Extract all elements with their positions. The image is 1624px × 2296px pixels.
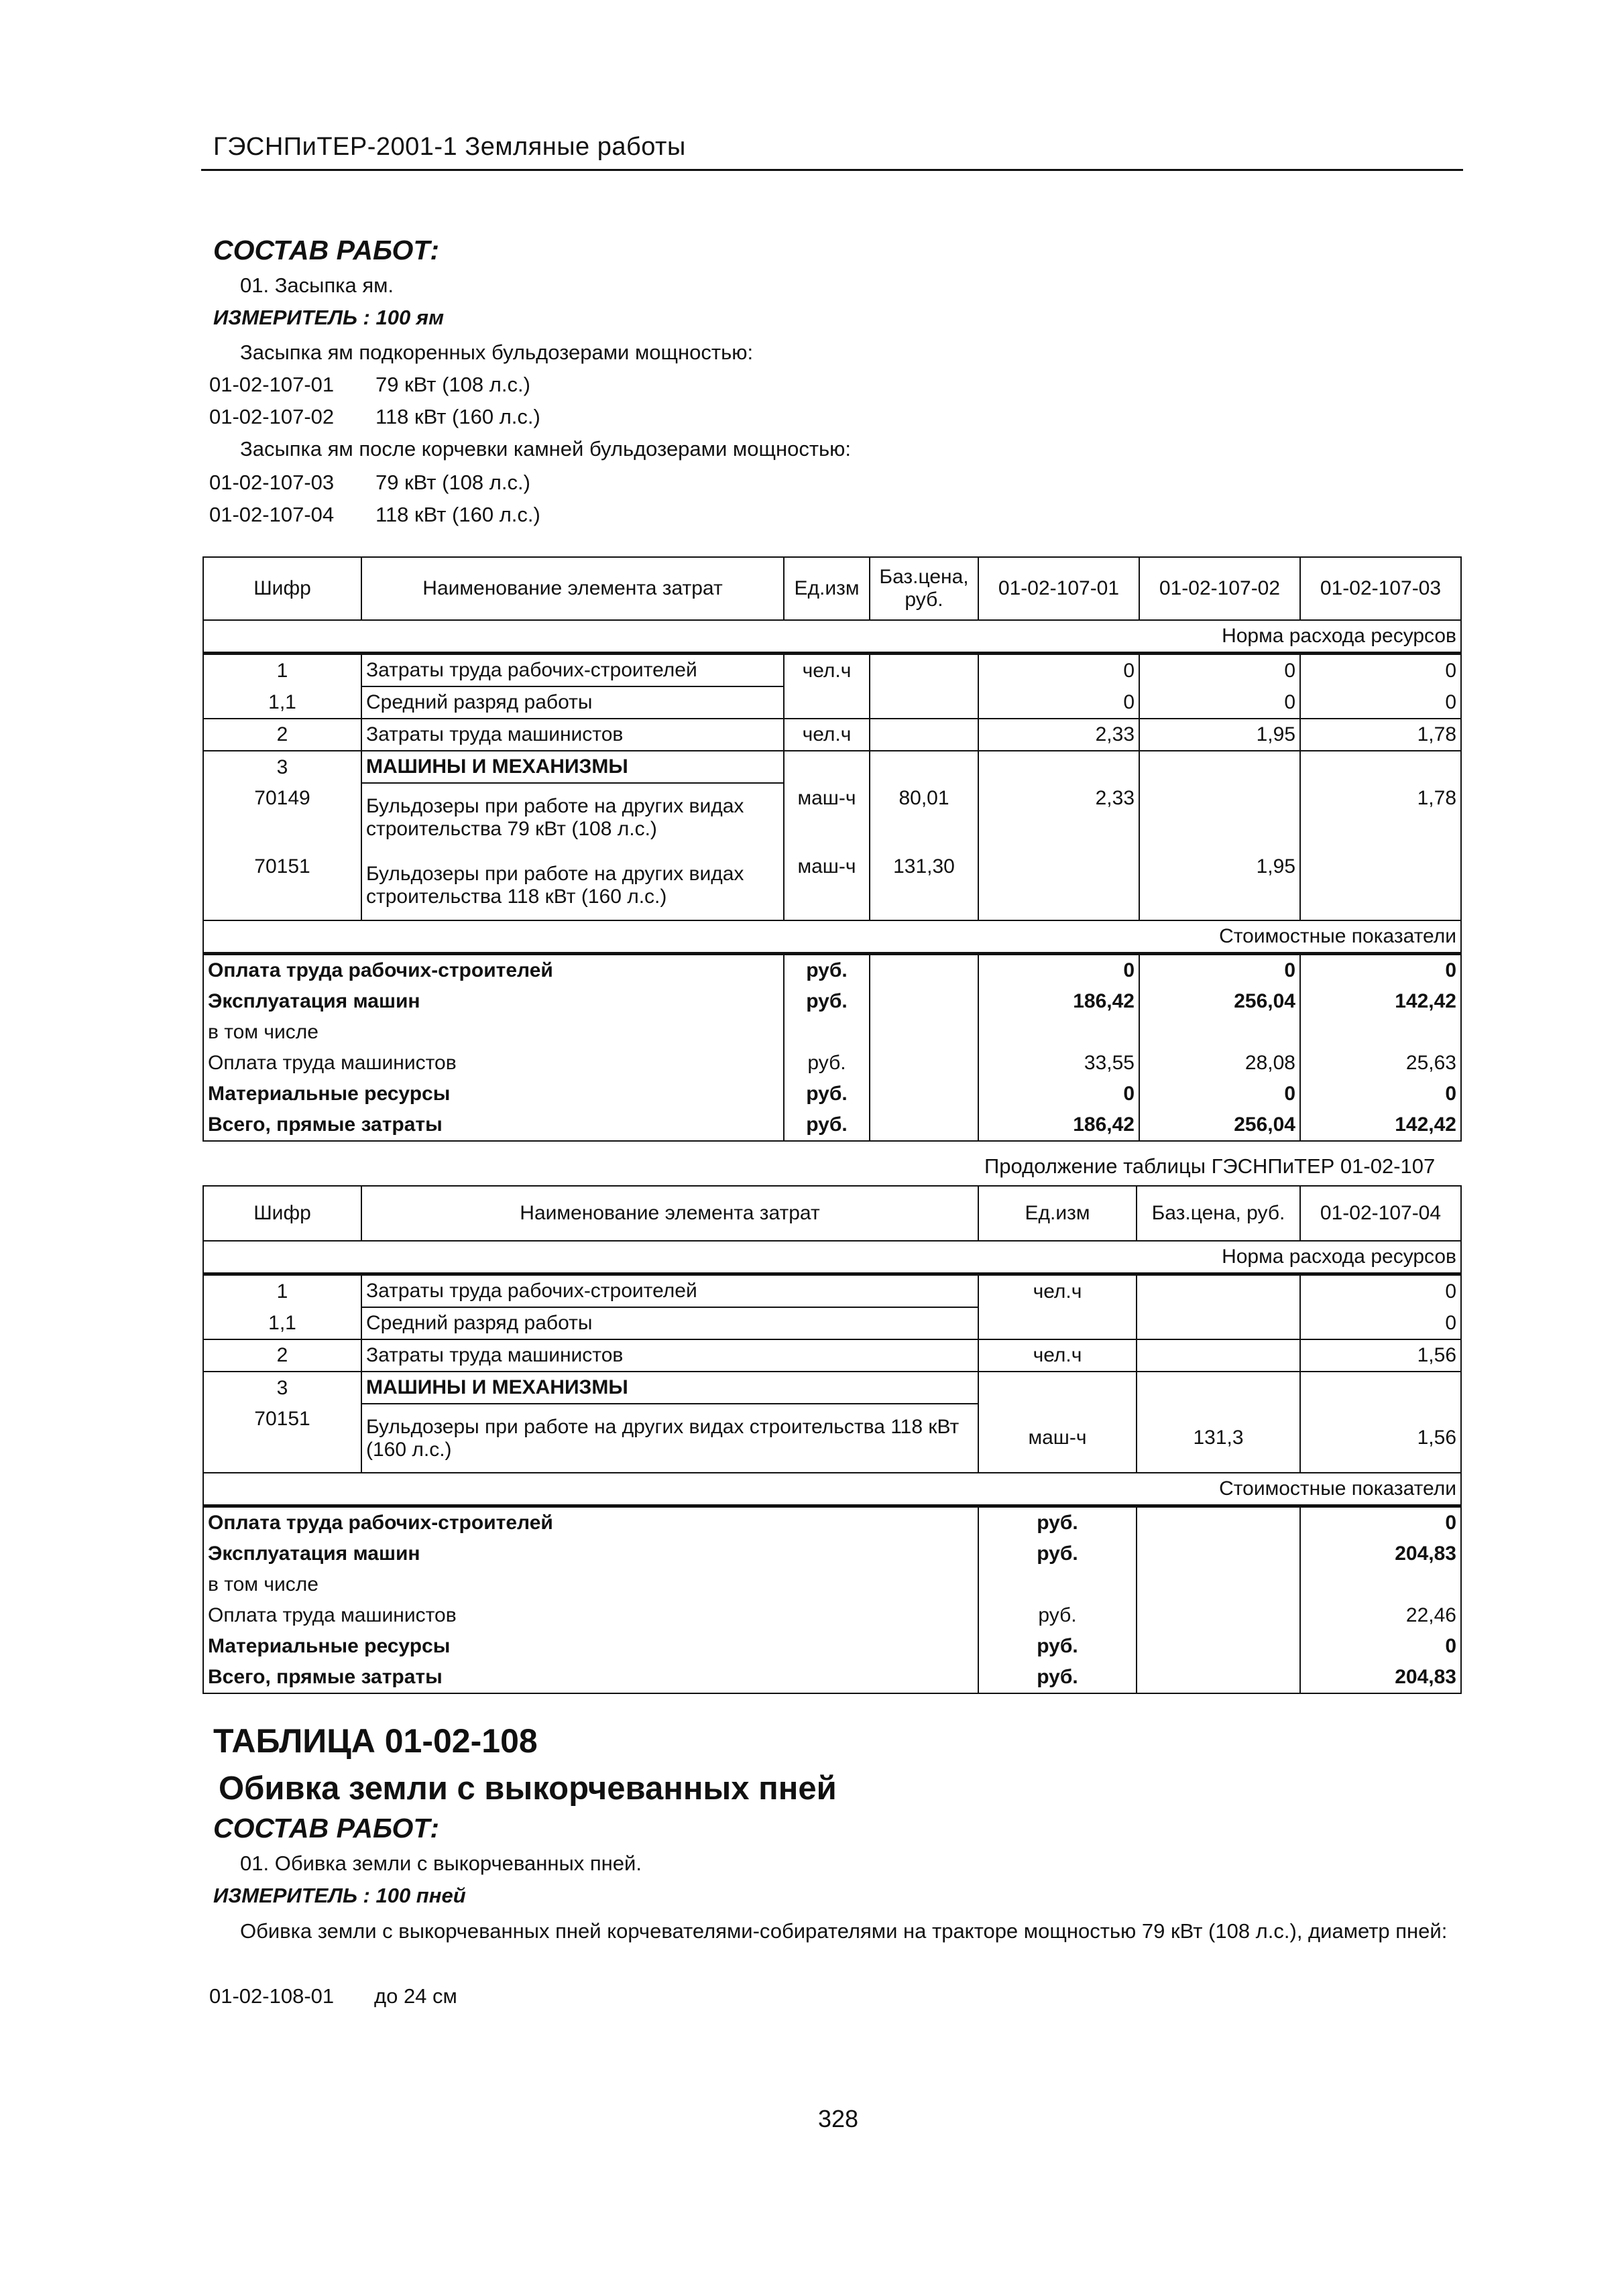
row-price: 131,30 [870,851,978,920]
cost-name: Эксплуатация машин [203,1538,978,1569]
row-code: 2 [203,719,361,751]
cost-row [203,1079,1461,1109]
row-price [1137,1339,1300,1372]
cost-value: 28,08 [1139,1048,1300,1079]
table-row [203,654,1461,687]
row-unit: чел.ч [784,719,870,751]
cost-name: Всего, прямые затраты [203,1109,784,1141]
row-value: 0 [978,686,1139,719]
cost-price-empty [1137,1538,1300,1569]
row-name: Затраты труда рабочих-строителей [361,654,784,687]
row-value [1300,1372,1461,1404]
cost-section-label: Стоимостные показатели [203,1473,1461,1506]
code-desc: 79 кВт (108 л.с.) [375,373,530,396]
cost-row [203,1506,1461,1539]
cost-unit: руб. [978,1600,1137,1631]
cost-price-empty [1137,1506,1300,1539]
table-title: ТАБЛИЦА 01-02-108 [213,1722,538,1760]
row-value: 1,95 [1139,719,1300,751]
resource-table-2 [202,1185,1462,1694]
row-value [978,751,1139,783]
cost-value: 204,83 [1300,1538,1461,1569]
row-value [1139,751,1300,783]
row-value: 0 [978,654,1139,687]
row-value: 1,95 [1139,851,1300,920]
row-code: 70151 [203,1404,361,1473]
row-name: Затраты труда машинистов [361,719,784,751]
col-header-code: Шифр [203,557,361,620]
cost-value: 25,63 [1300,1048,1461,1079]
intro-text: Засыпка ям после корчевки камней бульдозерами мощностью: [240,437,852,461]
cost-name: Эксплуатация машин [203,986,784,1017]
row-name: Средний разряд работы [361,1307,978,1339]
cost-unit [784,1017,870,1048]
cost-row [203,1631,1461,1662]
row-name: МАШИНЫ И МЕХАНИЗМЫ [361,1372,978,1404]
row-value: 0 [1300,1307,1461,1339]
row-name: Бульдозеры при работе на других видах строительства 118 кВт (160 л.с.) [361,1404,978,1473]
cost-value [1139,1017,1300,1048]
col-header-code-3: 01-02-107-03 [1300,557,1461,620]
table-header-row [203,557,1461,620]
table-row [203,783,1461,851]
cost-value: 186,42 [978,986,1139,1017]
row-price [1137,1372,1300,1404]
row-name: Бульдозеры при работе на других видах строительства 79 кВт (108 л.с.) [361,783,784,851]
cost-section-label: Стоимостные показатели [203,920,1461,954]
row-code: 1 [203,654,361,687]
code-desc: 79 кВт (108 л.с.) [375,471,530,494]
cost-name: в том числе [203,1569,978,1600]
table-row [203,1307,1461,1339]
row-name: МАШИНЫ И МЕХАНИЗМЫ [361,751,784,783]
cost-value: 0 [1300,1079,1461,1109]
cost-value: 0 [978,954,1139,987]
table-row [203,1274,1461,1308]
cost-unit: руб. [978,1631,1137,1662]
col-header-code-1: 01-02-107-01 [978,557,1139,620]
cost-value [1300,1017,1461,1048]
row-code: 1,1 [203,1307,361,1339]
cost-value: 0 [1300,1631,1461,1662]
row-value: 1,78 [1300,783,1461,851]
cost-value: 0 [1300,1506,1461,1539]
cost-unit: руб. [784,1109,870,1141]
cost-name: Оплата труда машинистов [203,1048,784,1079]
cost-row [203,1048,1461,1079]
cost-price-empty [870,954,978,987]
cost-value: 256,04 [1139,1109,1300,1141]
work-item: 01. Обивка земли с выкорчеванных пней. [240,1852,642,1875]
cost-price-empty [1137,1600,1300,1631]
col-header-price: Баз.цена, руб. [1137,1186,1300,1241]
cost-value: 0 [1139,1079,1300,1109]
row-value: 1,78 [1300,719,1461,751]
intro-text: Засыпка ям подкоренных бульдозерами мощностью: [240,341,754,364]
row-value [1300,751,1461,783]
row-price: 131,3 [1137,1404,1300,1473]
row-code: 70149 [203,783,361,851]
row-value: 1,56 [1300,1339,1461,1372]
row-price [870,719,978,751]
row-code: 70151 [203,851,361,920]
resource-table-1 [202,556,1462,1142]
cost-row [203,1538,1461,1569]
table-row [203,719,1461,751]
cost-value: 204,83 [1300,1662,1461,1693]
code-label: 01-02-108-01 [209,1984,335,2008]
row-name: Затраты труда машинистов [361,1339,978,1372]
row-value: 2,33 [978,719,1139,751]
row-unit [784,751,870,783]
intro-text: Обивка земли с выкорчеванных пней корчевателями-собирателями на тракторе мощностью 79 кВт (108 л.с.), диаметр пней: [240,1919,1448,1943]
code-label: 01-02-107-02 [209,405,335,428]
cost-price-empty [1137,1662,1300,1693]
table-row [203,686,1461,719]
norm-section-label: Норма расхода ресурсов [203,620,1461,654]
row-value: 0 [1139,686,1300,719]
code-label: 01-02-107-04 [209,503,335,526]
cost-row [203,954,1461,987]
row-code: 1 [203,1274,361,1308]
work-item: 01. Засыпка ям. [240,274,394,297]
cost-unit: руб. [978,1538,1137,1569]
meter-label: ИЗМЕРИТЕЛЬ : 100 ям [213,306,444,329]
row-name: Затраты труда рабочих-строителей [361,1274,978,1308]
table-header-row [203,1186,1461,1241]
row-code: 2 [203,1339,361,1372]
code-desc: 118 кВт (160 л.с.) [375,503,540,526]
cost-price-empty [1137,1631,1300,1662]
cost-name: Оплата труда рабочих-строителей [203,954,784,987]
row-price [870,686,978,719]
col-header-name: Наименование элемента затрат [361,557,784,620]
table-row [203,1339,1461,1372]
table-subtitle: Обивка земли с выкорчеванных пней [219,1770,837,1807]
row-value: 2,33 [978,783,1139,851]
col-header-unit: Ед.изм [784,557,870,620]
table-row [203,851,1461,920]
row-name: Средний разряд работы [361,686,784,719]
table-row [203,751,1461,783]
cost-row [203,1662,1461,1693]
cost-row [203,1569,1461,1600]
cost-unit [978,1569,1137,1600]
col-header-code-2: 01-02-107-02 [1139,557,1300,620]
row-value: 1,56 [1300,1404,1461,1473]
cost-unit: руб. [978,1662,1137,1693]
cost-value [978,1017,1139,1048]
row-name: Бульдозеры при работе на других видах строительства 118 кВт (160 л.с.) [361,851,784,920]
col-header-price: Баз.цена, руб. [870,557,978,620]
cost-name: Оплата труда машинистов [203,1600,978,1631]
cost-value: 0 [978,1079,1139,1109]
cost-value [1300,1569,1461,1600]
cost-price-empty [870,1109,978,1141]
cost-price-empty [1137,1569,1300,1600]
row-unit: маш-ч [784,851,870,920]
cost-unit: руб. [784,1079,870,1109]
col-header-unit: Ед.изм [978,1186,1137,1241]
code-label: 01-02-107-01 [209,373,335,396]
code-desc: 118 кВт (160 л.с.) [375,405,540,428]
meter-label: ИЗМЕРИТЕЛЬ : 100 пней [213,1884,466,1907]
norm-section-label: Норма расхода ресурсов [203,1241,1461,1274]
row-value [978,851,1139,920]
cost-value: 142,42 [1300,1109,1461,1141]
cost-row [203,1109,1461,1141]
page-number: 328 [818,2105,859,2132]
row-unit [978,1372,1137,1404]
row-value: 0 [1300,1274,1461,1308]
cost-name: Материальные ресурсы [203,1631,978,1662]
cost-price-empty [870,1079,978,1109]
col-header-name: Наименование элемента затрат [361,1186,978,1241]
cost-price-empty [870,1017,978,1048]
cost-price-empty [870,1048,978,1079]
cost-unit: руб. [784,1048,870,1079]
work-composition-title: СОСТАВ РАБОТ: [213,1813,440,1844]
cost-price-empty [870,986,978,1017]
code-desc: до 24 см [374,1984,457,2008]
col-header-code-4: 01-02-107-04 [1300,1186,1461,1241]
row-price [1137,1307,1300,1339]
cost-value: 33,55 [978,1048,1139,1079]
row-unit: чел.ч [978,1274,1137,1308]
cost-value: 186,42 [978,1109,1139,1141]
cost-value: 142,42 [1300,986,1461,1017]
cost-value: 0 [1139,954,1300,987]
row-value: 0 [1300,654,1461,687]
cost-row [203,1017,1461,1048]
work-composition-title: СОСТАВ РАБОТ: [213,235,440,265]
continuation-caption: Продолжение таблицы ГЭСНПиТЕР 01-02-107 [984,1154,1436,1178]
row-price: 80,01 [870,783,978,851]
cost-name: Материальные ресурсы [203,1079,784,1109]
row-unit: чел.ч [784,654,870,687]
cost-row [203,1600,1461,1631]
col-header-code: Шифр [203,1186,361,1241]
row-price [870,751,978,783]
row-value [1300,851,1461,920]
row-value [1139,783,1300,851]
page-header: ГЭСНПиТЕР-2001-1 Земляные работы [213,133,686,161]
cost-unit: руб. [978,1506,1137,1539]
cost-value: 256,04 [1139,986,1300,1017]
row-unit [978,1307,1137,1339]
header-rule [201,169,1463,171]
row-code: 1,1 [203,686,361,719]
cost-name: Оплата труда рабочих-строителей [203,1506,978,1539]
cost-name: в том числе [203,1017,784,1048]
cost-unit: руб. [784,986,870,1017]
row-unit [784,686,870,719]
cost-value: 0 [1300,954,1461,987]
row-unit: маш-ч [978,1404,1137,1473]
row-code: 3 [203,1372,361,1404]
row-code: 3 [203,751,361,783]
row-price [870,654,978,687]
cost-name: Всего, прямые затраты [203,1662,978,1693]
row-unit: чел.ч [978,1339,1137,1372]
row-value: 0 [1139,654,1300,687]
table-row [203,1372,1461,1404]
code-label: 01-02-107-03 [209,471,335,494]
table-row [203,1404,1461,1473]
row-unit: маш-ч [784,783,870,851]
cost-unit: руб. [784,954,870,987]
cost-row [203,986,1461,1017]
row-value: 0 [1300,686,1461,719]
row-price [1137,1274,1300,1308]
cost-value: 22,46 [1300,1600,1461,1631]
